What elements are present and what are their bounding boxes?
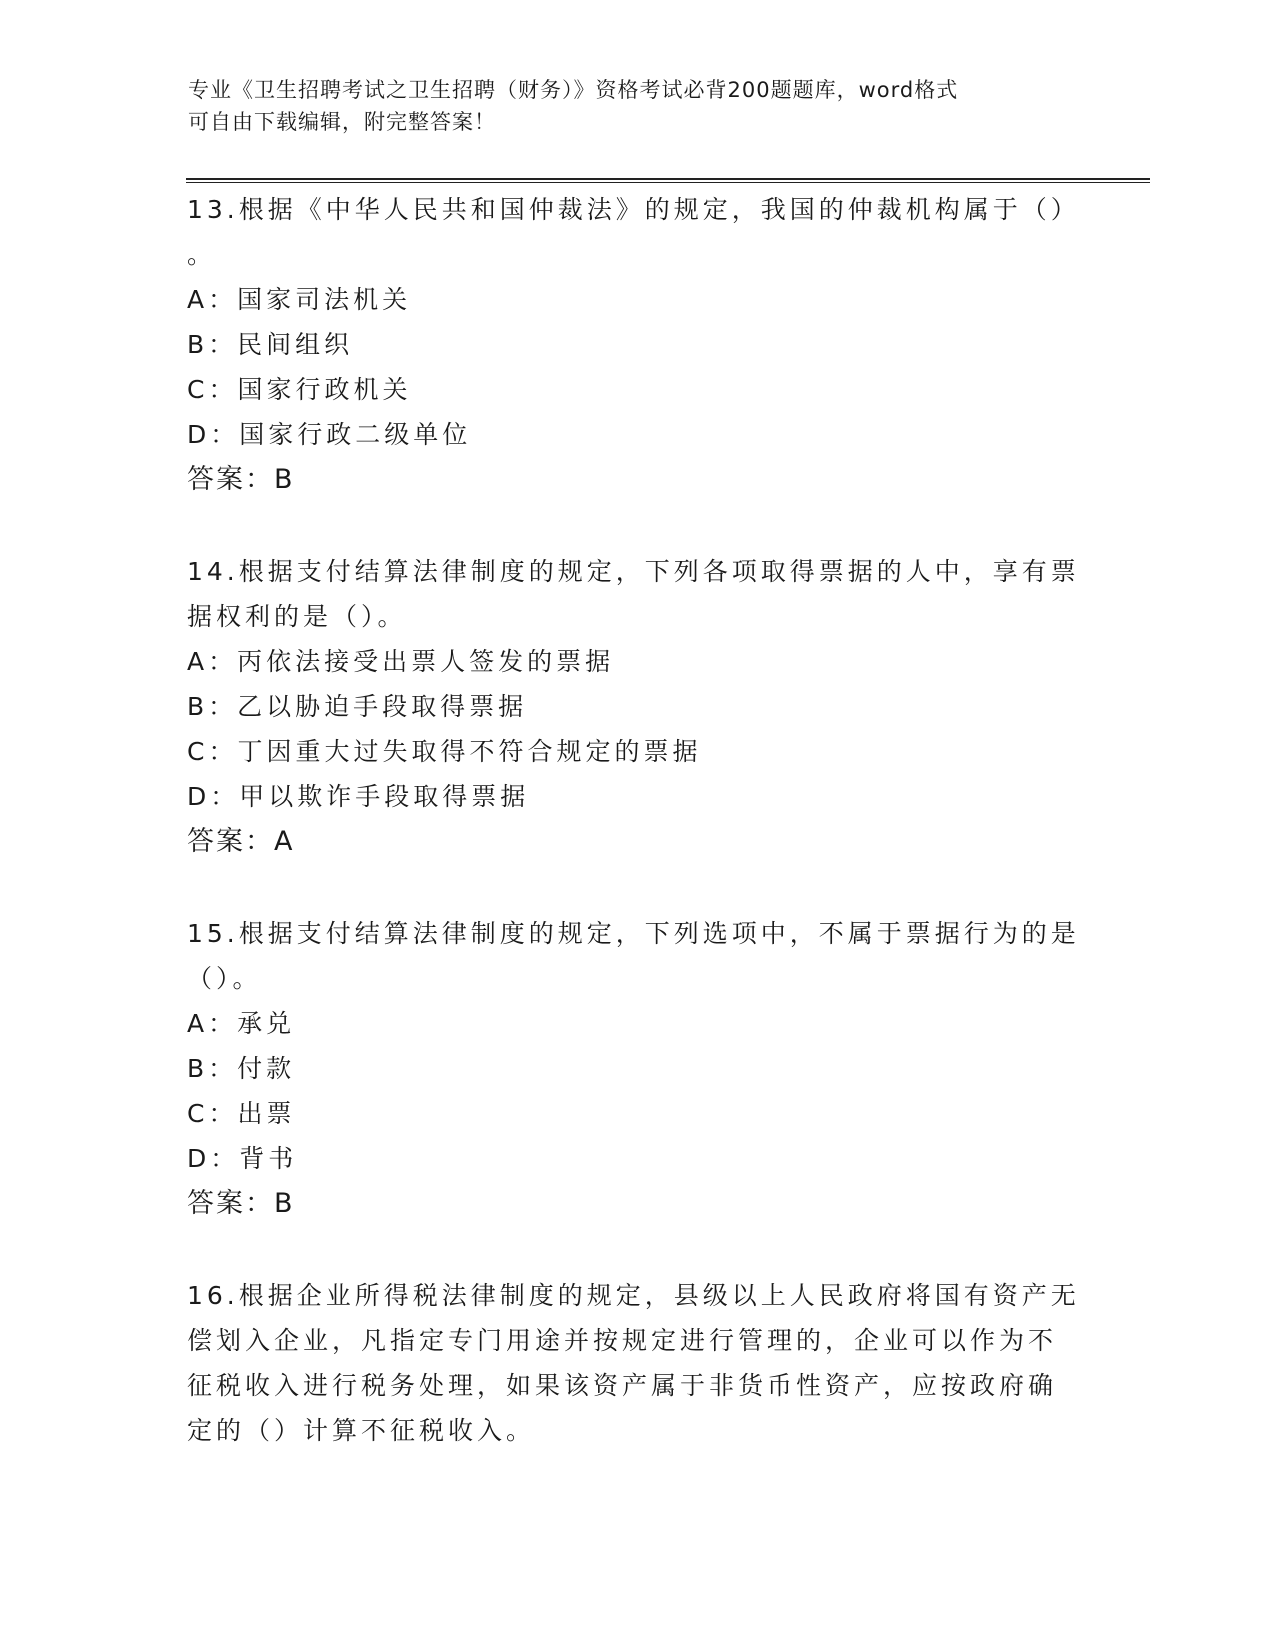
question-stem-continuation: （）。 bbox=[187, 964, 262, 993]
option-d: D：国家行政二级单位 bbox=[187, 420, 472, 449]
option-a: A：承兑 bbox=[187, 1009, 296, 1038]
question-stem-line: 征税收入进行税务处理，如果该资产属于非货币性资产，应按政府确 bbox=[187, 1371, 1058, 1400]
question-spacer bbox=[187, 864, 1087, 911]
question-16 bbox=[187, 1273, 1087, 1453]
option-b: B：乙以胁迫手段取得票据 bbox=[187, 692, 528, 721]
option-b: B：民间组织 bbox=[187, 330, 354, 359]
option-a: A：国家司法机关 bbox=[187, 285, 412, 314]
question-14 bbox=[187, 549, 1087, 864]
option-c: C：丁因重大过失取得不符合规定的票据 bbox=[187, 737, 702, 766]
question-stem-continuation: 。 bbox=[187, 240, 217, 269]
answer: 答案：A bbox=[187, 826, 295, 857]
option-c: C：国家行政机关 bbox=[187, 375, 412, 404]
question-stem-line: 定的（）计算不征税收入。 bbox=[187, 1416, 536, 1445]
question-stem-line: 16.根据企业所得税法律制度的规定，县级以上人民政府将国有资产无 bbox=[187, 1281, 1080, 1310]
question-13 bbox=[187, 187, 1087, 502]
question-spacer bbox=[187, 502, 1087, 549]
option-d: D：背书 bbox=[187, 1144, 298, 1173]
question-stem-line: 偿划入企业，凡指定专门用途并按规定进行管理的，企业可以作为不 bbox=[187, 1326, 1058, 1355]
header-rule-thin bbox=[186, 182, 1150, 183]
question-15 bbox=[187, 911, 1087, 1226]
question-spacer bbox=[187, 1226, 1087, 1273]
question-stem-continuation: 据权利的是（）。 bbox=[187, 602, 407, 631]
option-d: D：甲以欺诈手段取得票据 bbox=[187, 782, 530, 811]
header-title-line-2: 可自由下载编辑，附完整答案！ bbox=[188, 110, 496, 134]
question-stem: 14.根据支付结算法律制度的规定，下列各项取得票据的人中，享有票 bbox=[187, 557, 1080, 586]
header-rule-thick bbox=[186, 178, 1150, 180]
question-stem: 15.根据支付结算法律制度的规定，下列选项中，不属于票据行为的是 bbox=[187, 919, 1080, 948]
question-list bbox=[187, 187, 1087, 1453]
document-header bbox=[188, 74, 1068, 138]
answer: 答案：B bbox=[187, 1188, 295, 1219]
option-c: C：出票 bbox=[187, 1099, 296, 1128]
header-title-line-1: 专业《卫生招聘考试之卫生招聘（财务）》资格考试必背200题题库，word格式 bbox=[188, 78, 959, 102]
question-stem: 13.根据《中华人民共和国仲裁法》的规定，我国的仲裁机构属于（） bbox=[187, 195, 1080, 224]
option-a: A：丙依法接受出票人签发的票据 bbox=[187, 647, 615, 676]
answer: 答案：B bbox=[187, 464, 295, 495]
option-b: B：付款 bbox=[187, 1054, 296, 1083]
